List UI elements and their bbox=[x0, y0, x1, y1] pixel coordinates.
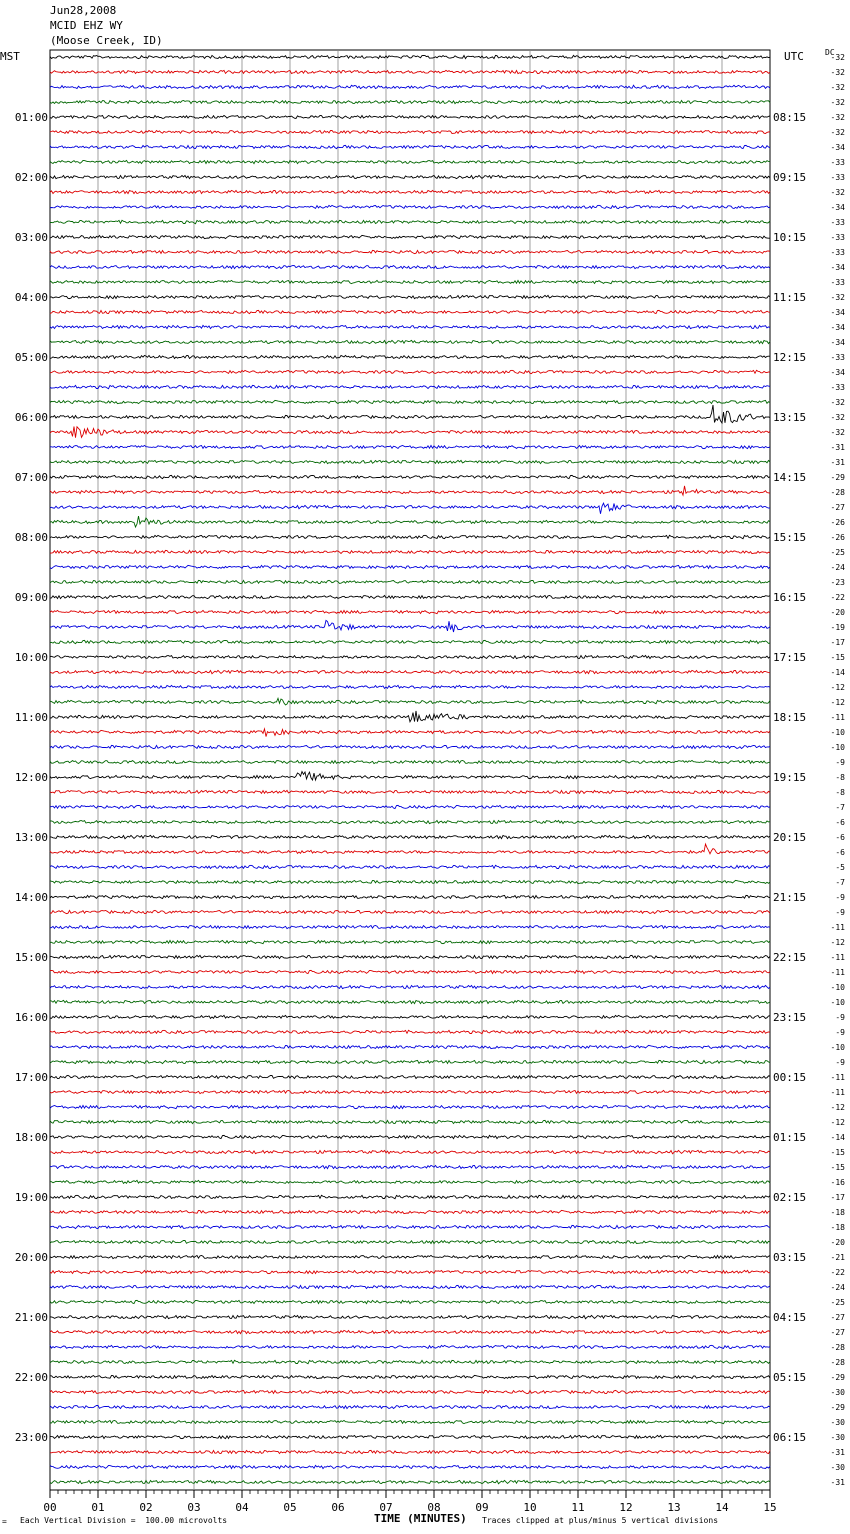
seismic-trace bbox=[50, 656, 770, 659]
dc-offset-label: -27 bbox=[830, 1313, 845, 1322]
seismic-trace bbox=[50, 355, 770, 358]
seismic-trace bbox=[50, 790, 770, 793]
dc-offset-header: DC bbox=[825, 48, 835, 57]
right-hour-label: 23:15 bbox=[773, 1011, 807, 1024]
seismic-trace bbox=[50, 85, 770, 88]
dc-offset-label: -34 bbox=[830, 338, 845, 347]
seismic-trace bbox=[50, 1135, 770, 1138]
seismic-trace bbox=[50, 1075, 770, 1078]
seismic-trace bbox=[50, 1045, 770, 1048]
seismic-trace bbox=[50, 745, 770, 748]
seismic-trace bbox=[50, 310, 770, 313]
right-hour-label: 03:15 bbox=[773, 1251, 807, 1264]
dc-offset-label: -28 bbox=[830, 1343, 845, 1352]
dc-offset-label: -10 bbox=[830, 983, 845, 992]
seismic-trace bbox=[50, 460, 770, 463]
dc-offset-label: -9 bbox=[835, 1058, 845, 1067]
seismic-trace bbox=[50, 1420, 770, 1423]
seismic-trace bbox=[50, 486, 770, 495]
dc-offset-label: -24 bbox=[830, 1283, 845, 1292]
dc-offset-label: -30 bbox=[830, 1433, 845, 1442]
x-tick-label: 04 bbox=[235, 1501, 249, 1514]
seismic-trace bbox=[50, 895, 770, 898]
dc-offset-label: -33 bbox=[830, 173, 845, 182]
seismic-trace bbox=[50, 175, 770, 178]
dc-offset-label: -34 bbox=[830, 323, 845, 332]
seismic-trace bbox=[50, 235, 770, 238]
seismic-trace bbox=[50, 910, 770, 913]
seismic-trace bbox=[50, 70, 770, 73]
seismic-trace bbox=[50, 1241, 770, 1244]
dc-offset-label: -8 bbox=[835, 773, 845, 782]
right-hour-label: 19:15 bbox=[773, 771, 807, 784]
dc-offset-label: -6 bbox=[835, 833, 845, 842]
x-tick-label: 03 bbox=[187, 1501, 201, 1514]
seismic-trace bbox=[50, 670, 770, 673]
dc-offset-label: -6 bbox=[835, 818, 845, 827]
dc-offset-label: -12 bbox=[830, 1118, 845, 1127]
seismic-trace bbox=[50, 1345, 770, 1348]
dc-offset-label: -12 bbox=[830, 683, 845, 692]
seismic-trace bbox=[50, 821, 770, 824]
dc-offset-label: -16 bbox=[830, 1178, 845, 1187]
right-hour-label: 17:15 bbox=[773, 651, 807, 664]
left-hour-label: 12:00 bbox=[14, 771, 48, 784]
right-hour-label: 12:15 bbox=[773, 351, 807, 364]
dc-offset-label: -26 bbox=[830, 518, 845, 527]
seismic-trace bbox=[50, 1450, 770, 1453]
seismic-trace bbox=[50, 760, 770, 763]
dc-offset-label: -12 bbox=[830, 938, 845, 947]
seismic-trace bbox=[50, 1270, 770, 1273]
dc-offset-label: -32 bbox=[830, 428, 845, 437]
dc-offset-label: -33 bbox=[830, 278, 845, 287]
seismic-trace bbox=[50, 266, 770, 269]
right-hour-label: 13:15 bbox=[773, 411, 807, 424]
left-hour-label: 23:00 bbox=[14, 1431, 48, 1444]
seismic-trace bbox=[50, 1300, 770, 1303]
dc-offset-label: -34 bbox=[830, 143, 845, 152]
dc-offset-label: -15 bbox=[830, 1148, 845, 1157]
seismic-trace bbox=[50, 596, 770, 599]
dc-offset-label: -32 bbox=[830, 98, 845, 107]
right-timezone-label: UTC bbox=[784, 50, 804, 63]
dc-offset-label: -32 bbox=[830, 128, 845, 137]
dc-offset-label: -31 bbox=[830, 1448, 845, 1457]
seismic-trace bbox=[50, 1480, 770, 1483]
seismic-trace bbox=[50, 445, 770, 448]
left-hour-label: 21:00 bbox=[14, 1311, 48, 1324]
x-tick-label: 02 bbox=[139, 1501, 153, 1514]
dc-offset-label: -9 bbox=[835, 1028, 845, 1037]
x-tick-label: 12 bbox=[619, 1501, 633, 1514]
seismic-trace bbox=[50, 145, 770, 148]
seismic-trace bbox=[50, 865, 770, 868]
x-tick-label: 11 bbox=[571, 1501, 585, 1514]
x-tick-label: 07 bbox=[379, 1501, 393, 1514]
dc-offset-label: -9 bbox=[835, 1013, 845, 1022]
seismic-trace bbox=[50, 427, 770, 438]
x-tick-label: 06 bbox=[331, 1501, 345, 1514]
seismic-trace bbox=[50, 475, 770, 478]
left-hour-label: 06:00 bbox=[14, 411, 48, 424]
dc-offset-label: -12 bbox=[830, 698, 845, 707]
dc-offset-label: -8 bbox=[835, 788, 845, 797]
x-tick-label: 08 bbox=[427, 1501, 441, 1514]
seismic-trace bbox=[50, 250, 770, 253]
dc-offset-label: -11 bbox=[830, 1073, 845, 1082]
x-tick-label: 14 bbox=[715, 1501, 729, 1514]
seismic-trace bbox=[50, 925, 770, 928]
seismic-trace bbox=[50, 805, 770, 808]
seismic-trace bbox=[50, 1120, 770, 1123]
dc-offset-label: -7 bbox=[835, 878, 845, 887]
dc-offset-label: -30 bbox=[830, 1418, 845, 1427]
right-hour-label: 14:15 bbox=[773, 471, 807, 484]
x-tick-label: 05 bbox=[283, 1501, 297, 1514]
seismic-trace bbox=[50, 205, 770, 208]
seismic-trace bbox=[50, 1285, 770, 1288]
dc-offset-label: -23 bbox=[830, 578, 845, 587]
dc-offset-label: -21 bbox=[830, 1253, 845, 1262]
dc-offset-label: -32 bbox=[830, 83, 845, 92]
dc-offset-label: -10 bbox=[830, 998, 845, 1007]
seismic-trace bbox=[50, 385, 770, 388]
seismic-trace bbox=[50, 1195, 770, 1198]
seismic-trace bbox=[50, 1390, 770, 1393]
seismic-trace bbox=[50, 1030, 770, 1033]
left-hour-label: 17:00 bbox=[14, 1071, 48, 1084]
seismic-trace bbox=[50, 535, 770, 538]
seismic-trace bbox=[50, 955, 770, 958]
dc-offset-label: -15 bbox=[830, 653, 845, 662]
dc-offset-label: -14 bbox=[830, 668, 845, 677]
seismic-trace bbox=[50, 772, 770, 781]
left-hour-label: 01:00 bbox=[14, 111, 48, 124]
clipping-note: Traces clipped at plus/minus 5 vertical divisions bbox=[482, 1516, 719, 1525]
right-hour-label: 20:15 bbox=[773, 831, 807, 844]
dc-offset-label: -32 bbox=[830, 413, 845, 422]
dc-offset-label: -32 bbox=[830, 293, 845, 302]
seismic-trace bbox=[50, 101, 770, 104]
x-tick-label: 13 bbox=[667, 1501, 681, 1514]
seismic-trace bbox=[50, 640, 770, 643]
chart-date: Jun28,2008 bbox=[50, 4, 117, 17]
seismic-trace bbox=[50, 685, 770, 688]
seismic-trace bbox=[50, 503, 770, 514]
right-hour-label: 22:15 bbox=[773, 951, 807, 964]
right-hour-label: 01:15 bbox=[773, 1131, 807, 1144]
dc-offset-label: -19 bbox=[830, 623, 845, 632]
seismic-trace bbox=[50, 1255, 770, 1258]
dc-offset-label: -15 bbox=[830, 1163, 845, 1172]
seismic-trace bbox=[50, 1090, 770, 1093]
dc-offset-label: -29 bbox=[830, 1403, 845, 1412]
left-hour-label: 18:00 bbox=[14, 1131, 48, 1144]
seismic-trace bbox=[50, 295, 770, 298]
dc-offset-label: -9 bbox=[835, 758, 845, 767]
right-hour-label: 09:15 bbox=[773, 171, 807, 184]
dc-offset-label: -18 bbox=[830, 1208, 845, 1217]
right-hour-label: 06:15 bbox=[773, 1431, 807, 1444]
dc-offset-label: -33 bbox=[830, 383, 845, 392]
seismic-trace bbox=[50, 729, 770, 737]
dc-offset-label: -34 bbox=[830, 368, 845, 377]
left-hour-label: 22:00 bbox=[14, 1371, 48, 1384]
dc-offset-label: -28 bbox=[830, 488, 845, 497]
x-tick-label: 10 bbox=[523, 1501, 537, 1514]
seismic-trace bbox=[50, 880, 770, 883]
dc-offset-label: -10 bbox=[830, 1043, 845, 1052]
seismic-trace bbox=[50, 610, 770, 613]
seismic-trace bbox=[50, 711, 770, 722]
seismic-trace bbox=[50, 1315, 770, 1318]
seismic-trace bbox=[50, 1406, 770, 1409]
seismic-trace bbox=[50, 55, 770, 58]
left-hour-label: 14:00 bbox=[14, 891, 48, 904]
dc-offset-label: -33 bbox=[830, 248, 845, 257]
seismic-trace bbox=[50, 1360, 770, 1363]
dc-offset-label: -17 bbox=[830, 1193, 845, 1202]
seismic-trace bbox=[50, 1375, 770, 1378]
seismic-trace bbox=[50, 325, 770, 328]
seismic-trace bbox=[50, 565, 770, 568]
dc-offset-label: -27 bbox=[830, 503, 845, 512]
seismic-trace bbox=[50, 580, 770, 583]
seismic-trace bbox=[50, 1150, 770, 1153]
seismic-trace bbox=[50, 160, 770, 163]
seismic-trace bbox=[50, 405, 770, 423]
seismic-trace bbox=[50, 940, 770, 943]
left-hour-label: 15:00 bbox=[14, 951, 48, 964]
dc-offset-label: -14 bbox=[830, 1133, 845, 1142]
dc-offset-label: -6 bbox=[835, 848, 845, 857]
x-tick-label: 09 bbox=[475, 1501, 489, 1514]
seismic-trace bbox=[50, 1435, 770, 1438]
dc-offset-label: -10 bbox=[830, 743, 845, 752]
dc-offset-label: -11 bbox=[830, 968, 845, 977]
dc-offset-label: -34 bbox=[830, 308, 845, 317]
left-hour-label: 11:00 bbox=[14, 711, 48, 724]
seismic-trace bbox=[50, 1060, 770, 1063]
x-axis-title: TIME (MINUTES) bbox=[374, 1512, 467, 1525]
left-hour-label: 04:00 bbox=[14, 291, 48, 304]
seismic-trace bbox=[50, 1000, 770, 1003]
seismic-trace bbox=[50, 985, 770, 988]
dc-offset-label: -26 bbox=[830, 533, 845, 542]
dc-offset-label: -22 bbox=[830, 593, 845, 602]
right-hour-label: 05:15 bbox=[773, 1371, 807, 1384]
seismic-trace bbox=[50, 1180, 770, 1183]
dc-offset-label: -32 bbox=[830, 188, 845, 197]
left-hour-label: 08:00 bbox=[14, 531, 48, 544]
dc-offset-label: -27 bbox=[830, 1328, 845, 1337]
dc-offset-label: -28 bbox=[830, 1358, 845, 1367]
seismic-trace bbox=[50, 1225, 770, 1228]
dc-offset-label: -11 bbox=[830, 713, 845, 722]
dc-offset-label: -32 bbox=[830, 53, 845, 62]
right-hour-label: 15:15 bbox=[773, 531, 807, 544]
dc-offset-label: -33 bbox=[830, 353, 845, 362]
station-name: MCID EHZ WY bbox=[50, 19, 123, 32]
right-hour-label: 11:15 bbox=[773, 291, 807, 304]
dc-offset-label: -20 bbox=[830, 608, 845, 617]
left-hour-label: 09:00 bbox=[14, 591, 48, 604]
dc-offset-label: -32 bbox=[830, 113, 845, 122]
dc-offset-label: -34 bbox=[830, 263, 845, 272]
scale-marker: = bbox=[2, 1517, 7, 1526]
seismic-trace bbox=[50, 370, 770, 373]
seismic-trace bbox=[50, 516, 770, 527]
right-hour-label: 16:15 bbox=[773, 591, 807, 604]
dc-offset-label: -30 bbox=[830, 1388, 845, 1397]
seismic-trace bbox=[50, 698, 770, 705]
seismic-trace bbox=[50, 835, 770, 838]
dc-offset-label: -11 bbox=[830, 953, 845, 962]
dc-offset-label: -30 bbox=[830, 1463, 845, 1472]
seismic-trace bbox=[50, 970, 770, 973]
seismic-trace bbox=[50, 1330, 770, 1333]
dc-offset-label: -9 bbox=[835, 893, 845, 902]
dc-offset-label: -20 bbox=[830, 1238, 845, 1247]
right-hour-label: 21:15 bbox=[773, 891, 807, 904]
seismic-trace bbox=[50, 220, 770, 223]
seismic-trace bbox=[50, 340, 770, 343]
left-hour-label: 10:00 bbox=[14, 651, 48, 664]
dc-offset-label: -33 bbox=[830, 158, 845, 167]
dc-offset-label: -11 bbox=[830, 923, 845, 932]
dc-offset-label: -10 bbox=[830, 728, 845, 737]
dc-offset-label: -34 bbox=[830, 203, 845, 212]
seismic-trace bbox=[50, 1465, 770, 1468]
dc-offset-label: -25 bbox=[830, 548, 845, 557]
dc-offset-label: -33 bbox=[830, 218, 845, 227]
x-tick-label: 15 bbox=[763, 1501, 777, 1514]
left-hour-label: 03:00 bbox=[14, 231, 48, 244]
vertical-scale-note: Each Vertical Division = 100.00 microvolts bbox=[20, 1516, 228, 1525]
left-hour-label: 07:00 bbox=[14, 471, 48, 484]
dc-offset-label: -31 bbox=[830, 458, 845, 467]
dc-offset-label: -22 bbox=[830, 1268, 845, 1277]
seismic-trace bbox=[50, 1105, 770, 1108]
dc-offset-label: -29 bbox=[830, 1373, 845, 1382]
dc-offset-label: -31 bbox=[830, 1478, 845, 1487]
seismic-trace bbox=[50, 1015, 770, 1018]
seismic-trace bbox=[50, 400, 770, 403]
dc-offset-label: -25 bbox=[830, 1298, 845, 1307]
dc-offset-label: -9 bbox=[835, 908, 845, 917]
dc-offset-label: -5 bbox=[835, 863, 845, 872]
x-tick-label: 00 bbox=[43, 1501, 57, 1514]
right-hour-label: 10:15 bbox=[773, 231, 807, 244]
dc-offset-label: -33 bbox=[830, 233, 845, 242]
right-hour-label: 00:15 bbox=[773, 1071, 807, 1084]
seismic-trace bbox=[50, 620, 770, 632]
seismic-trace bbox=[50, 844, 770, 854]
seismic-trace bbox=[50, 1210, 770, 1213]
dc-offset-label: -7 bbox=[835, 803, 845, 812]
seismic-trace bbox=[50, 1165, 770, 1168]
x-tick-label: 01 bbox=[91, 1501, 105, 1514]
dc-offset-label: -17 bbox=[830, 638, 845, 647]
left-hour-label: 13:00 bbox=[14, 831, 48, 844]
right-hour-label: 18:15 bbox=[773, 711, 807, 724]
dc-offset-label: -31 bbox=[830, 443, 845, 452]
seismic-trace bbox=[50, 131, 770, 134]
right-hour-label: 04:15 bbox=[773, 1311, 807, 1324]
dc-offset-label: -11 bbox=[830, 1088, 845, 1097]
dc-offset-label: -24 bbox=[830, 563, 845, 572]
seismic-trace bbox=[50, 190, 770, 193]
seismic-trace bbox=[50, 115, 770, 118]
dc-offset-label: -32 bbox=[830, 68, 845, 77]
left-hour-label: 05:00 bbox=[14, 351, 48, 364]
dc-offset-label: -32 bbox=[830, 398, 845, 407]
right-hour-label: 02:15 bbox=[773, 1191, 807, 1204]
left-hour-label: 19:00 bbox=[14, 1191, 48, 1204]
seismic-trace bbox=[50, 550, 770, 553]
right-hour-label: 08:15 bbox=[773, 111, 807, 124]
dc-offset-label: -29 bbox=[830, 473, 845, 482]
left-hour-label: 02:00 bbox=[14, 171, 48, 184]
left-hour-label: 20:00 bbox=[14, 1251, 48, 1264]
dc-offset-label: -12 bbox=[830, 1103, 845, 1112]
left-hour-label: 16:00 bbox=[14, 1011, 48, 1024]
seismic-trace bbox=[50, 280, 770, 283]
dc-offset-label: -18 bbox=[830, 1223, 845, 1232]
station-location: (Moose Creek, ID) bbox=[50, 34, 163, 47]
left-timezone-label: MST bbox=[0, 50, 20, 63]
